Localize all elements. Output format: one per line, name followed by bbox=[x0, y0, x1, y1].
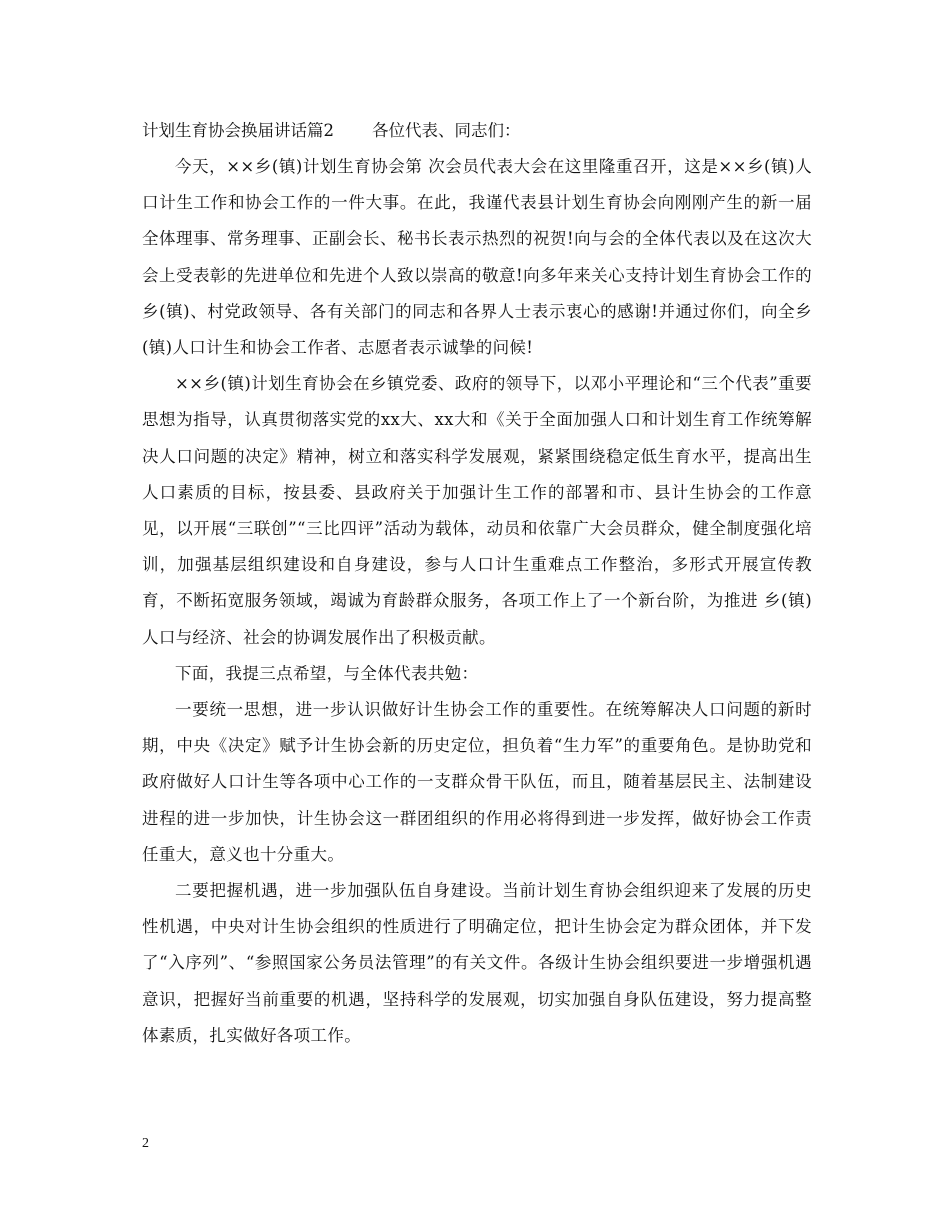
heading-greeting: 各位代表、同志们： bbox=[372, 121, 521, 140]
paragraph-opening: 今天，××乡(镇)计划生育协会第 次会员代表大会在这里隆重召开，这是××乡(镇)人口计生工作和协会工作的一件大事。在此，我谨代表县计划生育协会向刚刚产生的新一届全体理事、常务理事、正副会长、秘书长表示热烈的祝贺!向与会的全体代表以及在这次大会上受表彰的先进单位和先进个人致以崇高的敬意!向多年来关心支持计划生育协会工作的乡(镇)、村党政领导、各有关部门的同志和各界人士表示衷心的感谢!并通过你们，向全乡(镇)人口计生和协会工作者、志愿者表示诚挚的问候! bbox=[142, 157, 812, 358]
page-number: 2 bbox=[142, 1136, 149, 1151]
paragraph-intro-hopes: 下面，我提三点希望，与全体代表共勉： bbox=[175, 663, 479, 683]
paragraph-hope-two: 二要把握机遇，进一步加强队伍自身建设。当前计划生育协会组织迎来了发展的历史性机遇，中央对计生协会组织的性质进行了明确定位，把计生协会定为群众团体，并下发了“入序列”、“参照国家公务员法管理”的有关文件。各级计生协会组织要进一步增强机遇意识，把握好当前重要的机遇，坚持科学的发展观，切实加强自身队伍建设，努力提高整体素质，扎实做好各项工作。 bbox=[142, 881, 812, 1045]
paragraph-hope-one: 一要统一思想，进一步认识做好计生协会工作的重要性。在统筹解决人口问题的新时期，中央《决定》赋予计生协会新的历史定位，担负着“生力军”的重要角色。是协助党和政府做好人口计生等各项中心工作的一支群众骨干队伍，而且，随着基层民主、法制建设进程的进一步加快，计生协会这一群团组织的作用必将得到进一步发挥，做好协会工作责任重大，意义也十分重大。 bbox=[142, 700, 812, 864]
document-heading bbox=[142, 112, 812, 149]
document-body bbox=[142, 112, 812, 1054]
heading-title: 计划生育协会换届讲话篇2 bbox=[142, 121, 334, 140]
paragraph-achievements: ××乡(镇)计划生育协会在乡镇党委、政府的领导下，以邓小平理论和“三个代表”重要思想为指导，认真贯彻落实党的xx大、xx大和《关于全面加强人口和计划生育工作统筹解决人口问题的决定》精神，树立和落实科学发展观，紧紧围绕稳定低生育水平，提高出生人口素质的目标，按县委、县政府关于加强计生工作的部署和市、县计生协会的工作意见，以开展“三联创”“三比四评”活动为载体，动员和依靠广大会员群众，健全制度强化培训，加强基层组织建设和自身建设，参与人口计生重难点工作整治，多形式开展宣传教育，不断拓宽服务领域，竭诚为育龄群众服务，各项工作上了一个新台阶，为推进 乡(镇)人口与经济、社会的协调发展作出了积极贡献。 bbox=[142, 374, 812, 647]
